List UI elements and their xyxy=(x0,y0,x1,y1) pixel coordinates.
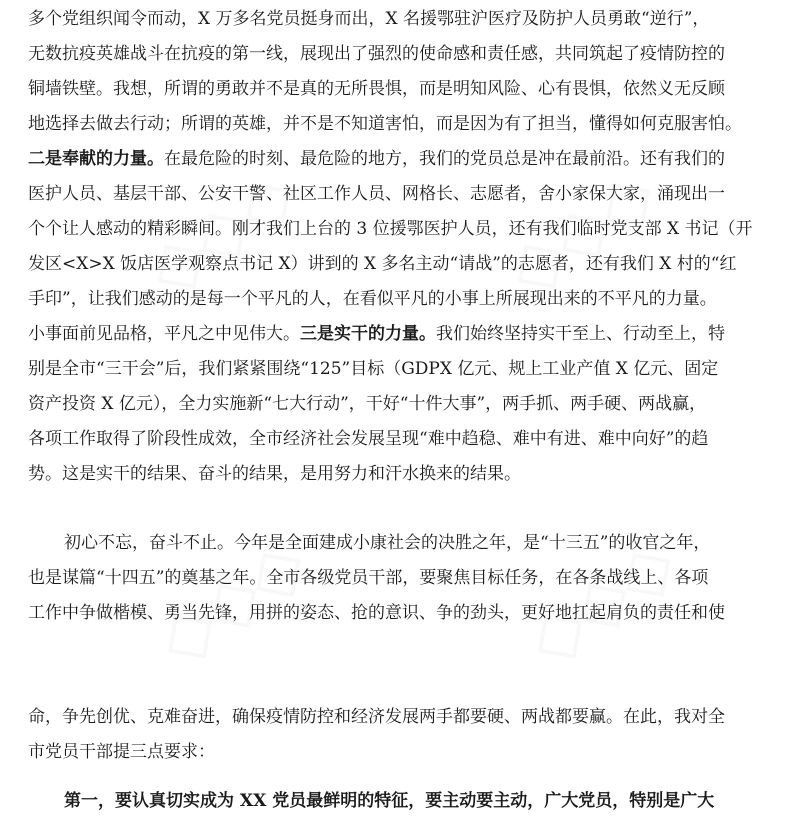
watermark: ◇◇◇ xyxy=(511,521,691,681)
paragraph-line: 工作中争做楷模、勇当先锋，用拼的姿态、抢的意识、争的劲头，更好地扛起肩负的责任和使 xyxy=(28,603,725,623)
paragraph-line xyxy=(28,319,774,349)
paragraph-line: 发区<X>X 饭店医学观察点书记 X）讲到的 X 多名主动“请战”的志愿者，还有我们 X 村的“红 xyxy=(28,254,737,274)
paragraph-line: 个个让人感动的精彩瞬间。刚才我们上台的 3 位援鄂医护人员，还有我们临时党支部 X 书记（开 xyxy=(28,219,753,239)
paragraph-line: 初心不忘，奋斗不止。今年是全面建成小康社会的决胜之年，是“十三五”的收官之年， xyxy=(64,533,711,553)
paragraph-line: 资产投资 X 亿元），全力实施新“七大行动”，干好“十件大事”，两手抓、两手硬、两战赢， xyxy=(28,394,707,414)
paragraph-line: 别是全市“三干会”后，我们紧紧围绕“125”目标（GDPX 亿元、规上工业产值 X 亿元、固定 xyxy=(28,359,719,379)
paragraph-line: 各项工作取得了阶段性成效，全市经济社会发展呈现“难中趋稳、难中有进、难中向好”的趋 xyxy=(28,429,709,449)
paragraph-line: 多个党组织闻令而动，X 万多名党员挺身而出，X 名援鄂驻沪医疗及防护人员勇敢“逆行”， xyxy=(28,9,710,29)
paragraph-text: 小事面前见品格，平凡之中见伟大。 xyxy=(28,324,300,344)
paragraph-line: 无数抗疫英雄战斗在抗疫的第一线，展现出了强烈的使命感和责任感，共同筑起了疫情防控的 xyxy=(28,44,725,64)
paragraph-line: 地选择去做去行动；所谓的英雄，并不是不知道害怕，而是因为有了担当，懂得如何克服害怕。 xyxy=(28,114,742,134)
paragraph-line-cut-off: 第一，要认真切实成为 XX 党员最鲜明的特征，要主动要主动，广大党员，特别是广大 xyxy=(64,791,715,811)
paragraph-text: 我们始终坚持实干至上、行动至上，特 xyxy=(436,324,725,344)
paragraph-line xyxy=(28,144,774,174)
watermark: ◇◇◇ xyxy=(491,151,671,311)
paragraph-line: 市党员干部提三点要求： xyxy=(28,742,215,762)
watermark: ◇◇◇ xyxy=(141,521,321,681)
paragraph-line: 也是谋篇“十四五”的奠基之年。全市各级党员干部，要聚焦目标任务，在各条战线上、各项 xyxy=(28,568,709,588)
paragraph-line: 势。这是实干的结果、奋斗的结果，是用努力和汗水换来的结果。 xyxy=(28,464,521,484)
section-heading-action: 三是实干的力量。 xyxy=(300,324,436,344)
paragraph-line: 命，争先创优、克难奋进，确保疫情防控和经济发展两手都要硬、两战都要赢。在此，我对全 xyxy=(28,707,725,727)
section-heading-dedication: 二是奉献的力量。 xyxy=(28,149,164,169)
paragraph-line: 手印”，让我们感动的是每一个平凡的人，在看似平凡的小事上所展现出来的不平凡的力量。 xyxy=(28,289,717,309)
watermark: ◇◇◇ xyxy=(131,151,311,311)
paragraph-line: 铜墙铁壁。我想，所谓的勇敢并不是真的无所畏惧，而是明知风险、心有畏惧，依然义无反顾 xyxy=(28,79,725,99)
paragraph-line: 医护人员、基层干部、公安干警、社区工作人员、网格长、志愿者，舍小家保大家，涌现出一 xyxy=(28,184,725,204)
paragraph-text: 在最危险的时刻、最危险的地方，我们的党员总是冲在最前沿。还有我们的 xyxy=(164,149,725,169)
